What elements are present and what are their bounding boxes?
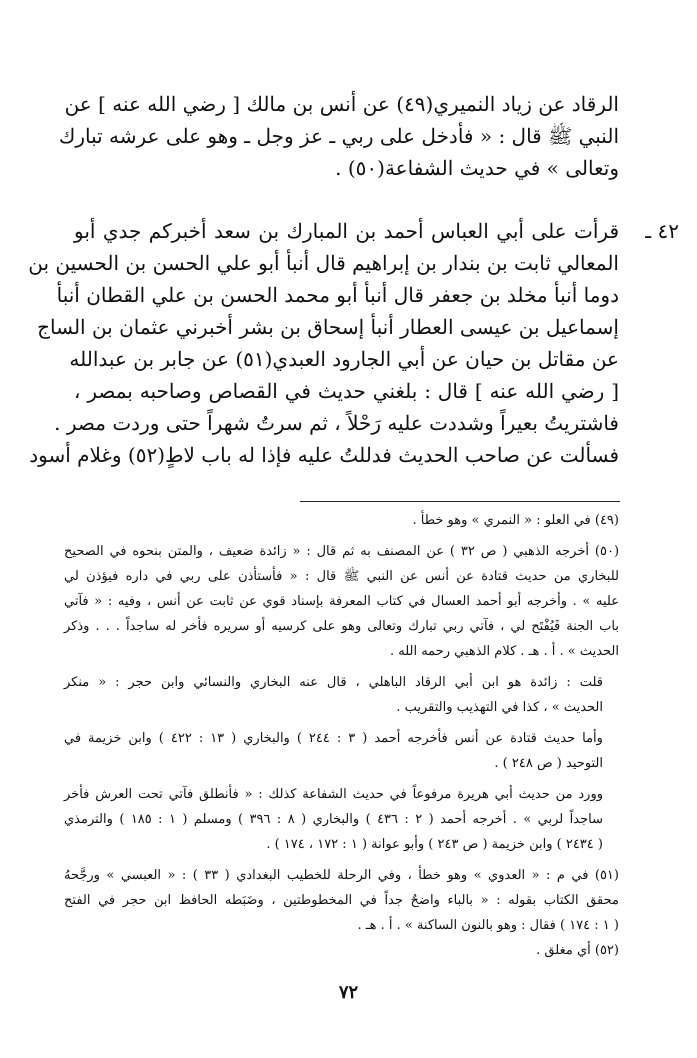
text-line: دوما أنبأ مخلد بن جعفر قال أنبأ أبو محمد الحسن بن علي القطان أنبأ (56, 283, 619, 307)
main-text-paragraph-1 (58, 88, 619, 184)
footnote-line: للبخاري من حديث قتادة عن أنس عن النبي ﷺ قال : « فأستأذن على ربي في داره فيؤذن لي (64, 569, 619, 584)
footnote-line: عليه » . وأخرجه أبو أحمد العسال في كتاب المعرفة بإسناد قوي عن ثابت عن أنس ، وفيه : « فآتي (64, 594, 619, 609)
text-line: الرقاد عن زياد النميري(٤٩) عن أنس بن مالك [ رضي الله عنه ] عن (64, 92, 619, 116)
text-line: فسألت عن صاحب الحديث فدللتُ عليه فإذا له باب لاطٍ(٥٢) وغلام أسود (29, 443, 619, 467)
footnote-line: (٤٩) في العلو : « النمري » وهو خطأ . (412, 513, 619, 528)
footnote-line: قلت : زائدة هو ابن أبي الرقاد الباهلي ، قال عنه البخاري والنسائي وابن حجر : « منكر (64, 675, 603, 690)
footnote-divider (300, 501, 620, 502)
footnote-line: (٥١) في م : « العدوي » وهو خطأ ، وفي الرحلة للخطيب البغدادي ( ٣٣ ) : « العبسي » ورجَّحهُ (64, 868, 619, 883)
text-line: [ رضي الله عنه ] قال : بلغني حديث في القصاص وصاحبه بمصر ، (74, 379, 619, 403)
footnote-52 (64, 938, 619, 963)
footnote-49 (64, 508, 619, 533)
text-line: النبي ﷺ قال : « فأدخل على ربي ـ عز وجل ـ وهو على عرشه تبارك (58, 124, 619, 148)
main-text-paragraph-2 (28, 215, 619, 471)
footnote-50-qatada (64, 726, 619, 776)
footnote-line: الحديث » ، كذا في التهذيب والتقريب . (396, 700, 603, 715)
footnote-line: التوحيد ( ص ٢٤٨ ) . (494, 756, 603, 771)
footnote-line: ساجداً لربي » . أخرجه أحمد ( ٢ : ٤٣٦ ) والبخاري ( ٨ : ٣٩٦ ) ومسلم ( ١ : ١٨٥ ) والترمذي (64, 812, 603, 827)
footnote-line: وورد من حديث أبي هريرة مرفوعاً في حديث الشفاعة كذلك : « فأنطلق فآتي تحت العرش فأخر (64, 787, 603, 802)
entry-number: ٤٢ ـ (645, 219, 679, 243)
footnote-51 (64, 863, 619, 938)
footnote-line: باب الجنة فَيُفْتَح لي ، فآتي ربي تبارك وتعالى وهو على كرسيه أو سريره فأخر له ساجداً . . . وذكر (64, 619, 619, 634)
footnotes-section (64, 508, 619, 963)
text-line: المعالي ثابت بن بندار بن إبراهيم قال أنبأ أبو علي الحسن بن الحسين بن (28, 251, 619, 275)
footnote-line: (٥٢) أي مغلق . (536, 943, 619, 958)
text-line: قرأت على أبي العباس أحمد بن المبارك بن سعد أخبركم جدي أبو (74, 219, 619, 243)
text-line: وتعالى » في حديث الشفاعة(٥٠) . (335, 156, 619, 180)
footnote-line: محقق الكتاب بقوله : « بالباء واضحٌ جداً في المخطوطتين ، وضَبَطه الحافظ ابن حجر في الفتح (64, 893, 619, 908)
footnote-line: (٥٠) أخرجه الذهبي ( ص ٣٢ ) عن المصنف به ثم قال : « زائدة ضعيف ، والمتن بنحوه في الصحيح (64, 544, 620, 559)
text-line: عن مقاتل بن حيان عن أبي الجارود العبدي(٥١) عن جابر بن عبدالله (69, 347, 619, 371)
footnote-line: وأما حديث قتادة عن أنس فأخرجه أحمد ( ٣ : ٢٤٤ ) والبخاري ( ١٣ : ٤٢٢ ) وابن خزيمة في (64, 731, 603, 746)
page-number: ٧٢ (338, 982, 359, 1003)
text-line: إسماعيل بن عيسى العطار أنبأ إسحاق بن بشر أخبرني عثمان بن الساج (37, 315, 619, 339)
text-line: فاشتريتُ بعيراً وشددت عليه رَحْلاً ، ثم سرتُ شهراً حتى وردت مصر . (54, 411, 619, 435)
footnote-line: الحديث » . أ . هـ . كلام الذهبي رحمه الله . (389, 644, 619, 659)
footnote-50-abu-hurayra (64, 782, 619, 857)
footnote-line: ( ١ : ١٧٤ ) فقال : وهو بالنون الساكنة » . أ . هـ . (357, 918, 619, 933)
footnote-50-comment (64, 670, 619, 720)
footnote-line: ( ٢٤٣٤ ) وابن خزيمة ( ص ٢٤٣ ) وأبو عوانة ( ١ : ١٧٢ ، ١٧٤ ) . (266, 837, 603, 852)
footnote-50 (64, 539, 619, 664)
